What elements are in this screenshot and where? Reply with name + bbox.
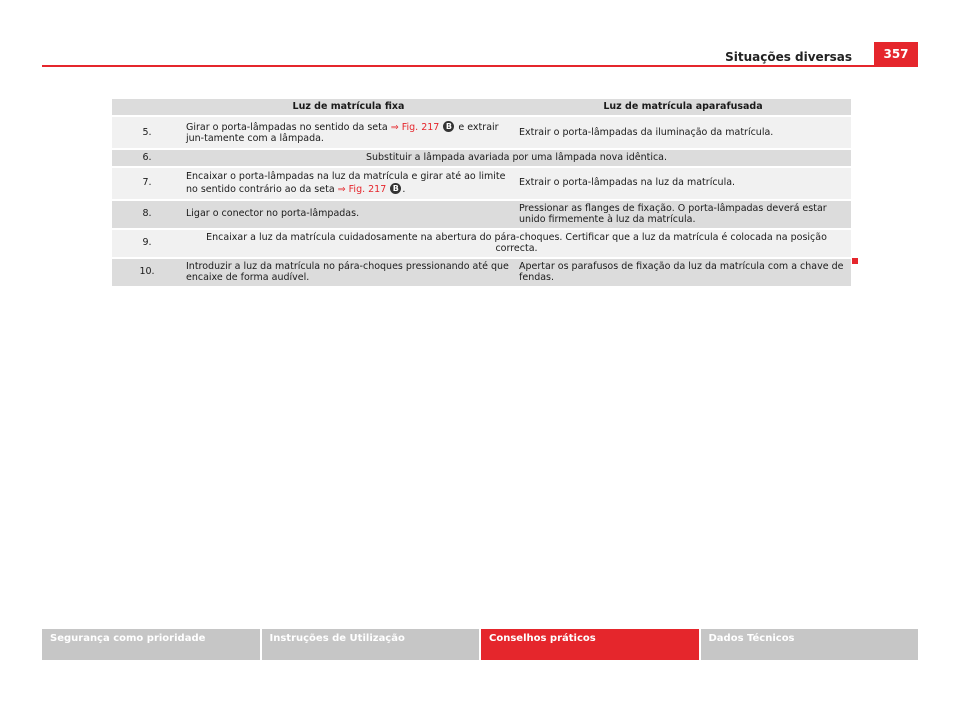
step-number: 5. bbox=[112, 117, 182, 150]
header-fixed-light: Luz de matrícula fixa bbox=[182, 99, 515, 117]
step-screwed-text: Extrair o porta-lâmpadas na luz da matrícula. bbox=[515, 168, 851, 201]
page-number: 357 bbox=[874, 42, 918, 66]
step-fixed-text: Encaixar o porta-lâmpadas na luz da matrícula e girar até ao limite no sentido contrário ao da seta ⇒ Fig. 217 B . bbox=[182, 168, 515, 201]
step-fixed-text: Ligar o conector no porta-lâmpadas. bbox=[182, 201, 515, 230]
table-row bbox=[112, 259, 851, 288]
header-screwed-light: Luz de matrícula aparafusada bbox=[515, 99, 851, 117]
step-number: 6. bbox=[112, 150, 182, 168]
table-row bbox=[112, 150, 851, 168]
step-screwed-text: Apertar os parafusos de fixação da luz da matrícula com a chave de fendas. bbox=[515, 259, 851, 288]
step-fixed-text: Introduzir a luz da matrícula no pára-choques pressionando até que encaixe de forma audível. bbox=[182, 259, 515, 288]
table-header-row bbox=[112, 99, 851, 117]
callout-badge: B bbox=[390, 183, 401, 194]
header-divider bbox=[42, 65, 918, 67]
table-row bbox=[112, 230, 851, 259]
step-number: 9. bbox=[112, 230, 182, 259]
figure-link[interactable]: ⇒ Fig. 217 bbox=[390, 121, 440, 133]
footer-tab-safety[interactable]: Segurança como prioridade bbox=[42, 629, 260, 660]
callout-badge: B bbox=[443, 121, 454, 132]
step-screwed-text: Extrair o porta-lâmpadas da iluminação da matrícula. bbox=[515, 117, 851, 150]
header-step-number bbox=[112, 99, 182, 117]
section-end-marker-icon bbox=[852, 258, 858, 264]
step-shared-text: Substituir a lâmpada avariada por uma lâmpada nova idêntica. bbox=[182, 150, 851, 168]
footer-navigation bbox=[42, 629, 918, 660]
table-row bbox=[112, 168, 851, 201]
table-row bbox=[112, 117, 851, 150]
step-number: 8. bbox=[112, 201, 182, 230]
table-row bbox=[112, 201, 851, 230]
step-fixed-text: Girar o porta-lâmpadas no sentido da seta ⇒ Fig. 217 B e extrair jun-tamente com a lâmpada. bbox=[182, 117, 515, 150]
step-number: 7. bbox=[112, 168, 182, 201]
step-number: 10. bbox=[112, 259, 182, 288]
figure-link[interactable]: ⇒ Fig. 217 bbox=[337, 183, 387, 195]
step-screwed-text: Pressionar as flanges de fixação. O porta-lâmpadas deverá estar unido firmemente à luz da matrícula. bbox=[515, 201, 851, 230]
procedure-table bbox=[112, 99, 851, 288]
footer-tab-instructions[interactable]: Instruções de Utilização bbox=[262, 629, 480, 660]
step-shared-text: Encaixar a luz da matrícula cuidadosamente na abertura do pára-choques. Certificar que a luz da matrícula é colocada na posição correcta. bbox=[182, 230, 851, 259]
section-title: Situações diversas bbox=[725, 50, 852, 64]
footer-tab-practical-tips[interactable]: Conselhos práticos bbox=[481, 629, 699, 660]
footer-tab-technical-data[interactable]: Dados Técnicos bbox=[701, 629, 919, 660]
